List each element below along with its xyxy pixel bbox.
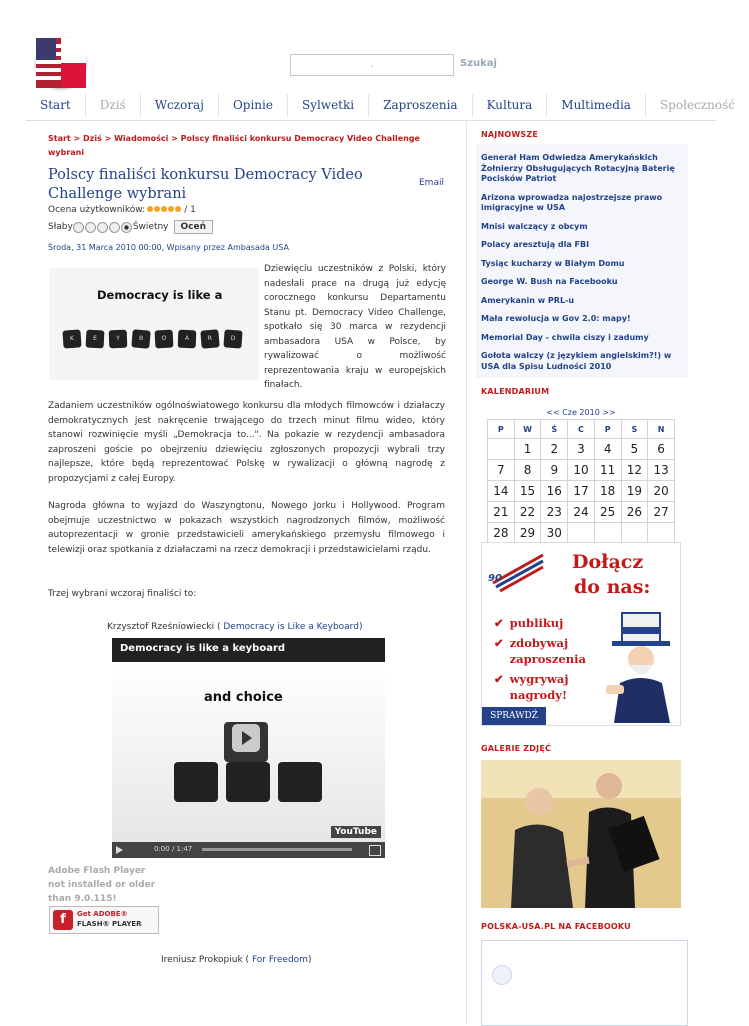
nav-wczoraj[interactable]: Wczoraj (141, 94, 219, 116)
vote-low-label: Słaby (48, 222, 73, 232)
fullscreen-icon[interactable] (369, 845, 381, 856)
calendar-day[interactable]: 28 (488, 523, 515, 544)
rating-label: Ocena użytkowników: (48, 205, 146, 215)
key-icon: O (155, 330, 174, 349)
news-item[interactable]: Gołota walczy (z językiem angielskim?!) w USA dla Spisu Ludności 2010 (481, 351, 672, 371)
news-list (476, 144, 688, 378)
check-icon: ✔ (494, 616, 504, 630)
calendar-day[interactable]: 12 (621, 460, 648, 481)
check-icon: ✔ (494, 636, 504, 650)
calendar-day[interactable]: 3 (568, 439, 595, 460)
search-input[interactable]: . (290, 54, 454, 76)
news-item[interactable]: Tysiąc kucharzy w Białym Domu (481, 258, 625, 268)
handshake-photo-icon (481, 760, 681, 908)
calendar-day[interactable] (568, 523, 595, 544)
vote-form (48, 220, 213, 234)
calendar-day[interactable]: 19 (621, 481, 648, 502)
calendar-day[interactable] (594, 523, 621, 544)
promo-title-2: do nas: (574, 576, 651, 598)
weekday: C (568, 420, 595, 439)
vote-radio-5[interactable] (121, 222, 132, 233)
play-icon[interactable] (116, 846, 123, 854)
calendar-day[interactable]: 21 (488, 502, 515, 523)
finalist-1-link[interactable]: Democracy is Like a Keyboard (223, 622, 359, 632)
nav-kultura[interactable]: Kultura (473, 94, 548, 116)
page-title: Polscy finaliści konkursu Democracy Video Challenge wybrani (48, 167, 363, 202)
calendar-month-nav[interactable]: << Cze 2010 >> (546, 407, 616, 417)
calendar-day[interactable]: 29 (514, 523, 541, 544)
rating-stars-icon (147, 205, 182, 215)
calendar-day[interactable]: 8 (514, 460, 541, 481)
vote-radio-2[interactable] (85, 222, 96, 233)
calendar-day[interactable]: 1 (514, 439, 541, 460)
news-item[interactable]: Polacy aresztują dla FBI (481, 240, 590, 249)
article-date: Środa, 31 Marca 2010 00:00, Wpisany przez Ambasada USA (48, 243, 289, 252)
video-progress-bar[interactable] (202, 848, 352, 851)
video-controls (112, 842, 385, 858)
calendar-day[interactable] (488, 439, 515, 460)
finalist-1-name: Krzysztof Rześniowiecki ( (107, 622, 221, 632)
promo-item: ✔ publikuj (494, 616, 564, 630)
vote-radio-3[interactable] (97, 222, 108, 233)
gallery-heading: GALERIE ZDJĘĆ (481, 744, 552, 753)
nav-spolecznosc[interactable]: Społeczność (659, 98, 735, 112)
calendar-day[interactable]: 10 (568, 460, 595, 481)
finalist-1-caption (107, 622, 362, 632)
weekday: W (514, 420, 541, 439)
news-item[interactable]: Mała rewolucja w Gov 2.0: mapy! (481, 314, 631, 323)
calendar-day[interactable]: 6 (648, 439, 675, 460)
vote-high-label: Świetny (132, 222, 169, 232)
search-button[interactable]: Szukaj (460, 58, 497, 69)
flash-button-bottom: FLASH® PLAYER (77, 920, 142, 928)
news-item[interactable]: Generał Ham Odwiedza Amerykańskich Żołnierzy Obsługujących Rotacyjną Baterię Pocisków Patriot (481, 153, 675, 183)
key-icon: E (86, 330, 105, 349)
calendar-day[interactable]: 15 (514, 481, 541, 502)
weekday: N (648, 420, 675, 439)
calendar-day[interactable]: 27 (648, 502, 675, 523)
join-us-banner[interactable] (481, 542, 681, 726)
promo-title-1: Dołącz (572, 551, 644, 573)
facebook-avatar-icon (492, 965, 512, 985)
keyboard-keys (63, 330, 242, 348)
video-play-icon[interactable] (232, 724, 260, 752)
key-icon: R (200, 329, 220, 349)
facebook-heading: POLSKA-USA.PL NA FACEBOOKU (481, 922, 631, 931)
vote-radio-1[interactable] (73, 222, 84, 233)
nav-sylwetki[interactable]: Sylwetki (288, 94, 369, 116)
rating-value: / 1 (184, 205, 196, 215)
video-player[interactable] (112, 638, 385, 858)
weekday: P (594, 420, 621, 439)
hero-image-text: Democracy is like a (97, 288, 223, 302)
calendar-day[interactable]: 9 (541, 460, 568, 481)
promo-list (494, 615, 610, 703)
finalist-2-caption (161, 955, 311, 965)
calendar-day[interactable]: 13 (648, 460, 675, 481)
calendar-heading: KALENDARIUM (481, 387, 550, 396)
key-icon: Y (109, 330, 128, 349)
gallery-photo[interactable] (481, 760, 681, 908)
key-icon: A (178, 330, 197, 349)
promo-item: ✔ zdobywaj zaproszenia (494, 636, 586, 666)
site-logo[interactable] (36, 38, 86, 88)
video-frame (112, 662, 385, 842)
promo-item: ✔ wygrywaj nagrody! (494, 672, 569, 702)
key-icon: B (131, 329, 151, 349)
calendar-day[interactable]: 26 (621, 502, 648, 523)
calendar-day[interactable]: 16 (541, 481, 568, 502)
check-icon: ✔ (494, 672, 504, 686)
article-image (49, 268, 259, 380)
key-icon: K (62, 329, 81, 348)
calendar-day[interactable]: 25 (594, 502, 621, 523)
news-item[interactable]: Memorial Day - chwila ciszy i zadumy (481, 332, 649, 342)
flag-logo-icon (36, 38, 86, 88)
video-caption: and choice (204, 690, 283, 705)
nav-dzis[interactable]: Dziś (86, 94, 141, 116)
flash-button-top: Get ADOBE® (77, 910, 128, 918)
vote-radio-4[interactable] (109, 222, 120, 233)
article-paragraph-3: Trzej wybrani wczoraj finaliści to: (48, 589, 197, 599)
main-nav (26, 94, 735, 121)
news-item[interactable]: George W. Bush na Facebooku (481, 277, 618, 286)
video-key-icon (226, 762, 270, 802)
finalist-1-close: ) (358, 622, 363, 632)
calendar-day[interactable]: 4 (594, 439, 621, 460)
calendar-day[interactable]: 11 (594, 460, 621, 481)
user-rating (48, 205, 196, 215)
calendar-day[interactable]: 18 (594, 481, 621, 502)
calendar-day[interactable]: 20 (648, 481, 675, 502)
calendar-day[interactable]: 2 (541, 439, 568, 460)
finalist-2-close: ) (307, 955, 312, 965)
nav-start[interactable]: Start (26, 94, 86, 116)
calendar-day[interactable]: 24 (568, 502, 595, 523)
promo-number: 90 (488, 573, 502, 584)
vote-submit-button[interactable]: Oceń (174, 220, 214, 234)
key-icon: D (223, 329, 242, 348)
video-key-icon (278, 762, 322, 802)
news-heading: NAJNOWSZE (481, 130, 539, 139)
nav-opinie[interactable]: Opinie (219, 94, 288, 116)
video-title: Democracy is like a keyboard (120, 643, 286, 654)
facebook-widget[interactable] (481, 940, 688, 1026)
breadcrumb[interactable]: Start > Dziś > Wiadomości > Polscy finaliści konkursu Democracy Video Challenge wybrani (48, 134, 420, 157)
news-item[interactable]: Mnisi walczący z obcym (481, 221, 588, 231)
calendar-day[interactable]: 5 (621, 439, 648, 460)
email-link[interactable]: Email (419, 178, 444, 188)
video-time: 0:00 / 1:47 (154, 845, 193, 853)
calendar-day[interactable]: 17 (568, 481, 595, 502)
calendar-day[interactable]: 22 (514, 502, 541, 523)
nav-zaproszenia[interactable]: Zaproszenia (369, 94, 472, 116)
uncle-sam-icon (606, 613, 678, 723)
video-key-icon (174, 762, 218, 802)
weekday: P (488, 420, 515, 439)
calendar-day[interactable] (621, 523, 648, 544)
calendar-day[interactable]: 14 (488, 481, 515, 502)
calendar (487, 405, 675, 544)
news-item[interactable]: Amerykanin w PRL-u (481, 295, 575, 305)
calendar-day[interactable]: 30 (541, 523, 568, 544)
article-paragraph-2: Nagroda główna to wyjazd do Waszyngtonu, Nowego Jorku i Hollywood. Program obejmuje uczestnictwo w pokazach wszystkich nagrodzonych filmów, możliwość autoprezentacji w gronie przedstawicieli amerykańskiego przemysłu filmowego i telewizji oraz spotkania z działaczami na rzecz demokracji i przedstawicielami rządu. (48, 501, 445, 555)
news-item[interactable]: Arizona wprowadza najostrzejsze prawo imigracyjne w USA (481, 192, 663, 212)
calendar-day[interactable]: 7 (488, 460, 515, 481)
flash-warning: Adobe Flash Player not installed or older than 9.0.115! (48, 866, 156, 904)
article-intro: Dziewięciu uczestników z Polski, który nadesłali prace na drugą już edycję corocznego konkursu Departamentu Stanu pt. Democracy Video Challenge, spotkało się 30 marca w rezydencji ambasadora USA w Polsce, by rywalizować o możliwość reprezentowania kraju w europejskich finałach. (264, 264, 446, 390)
article-paragraph-1: Zadaniem uczestników ogólnoświatowego konkursu dla młodych filmowców i działaczy demokratycznych jest nakręcenie trwającego do trzech minut filmu wideo, który stanowi rozwinięcie myśli „Demokracja to...". Na pokazie w rezydencji ambasadora zaproszeni goście po obejrzeniu dziewięciu zgłoszonych propozycji wybrali trzy najlepsze, które będą reprezentować Polskę w rywalizacji o główną nagrodę z propozycjami z całej Europy. (48, 401, 445, 484)
weekday: S (621, 420, 648, 439)
get-flash-button[interactable] (49, 906, 159, 934)
youtube-logo[interactable]: YouTube (331, 826, 381, 838)
finalist-2-link[interactable]: For Freedom (251, 955, 308, 965)
calendar-day[interactable] (648, 523, 675, 544)
weekday: Ś (541, 420, 568, 439)
promo-check-button[interactable]: SPRAWDŹ (482, 707, 546, 725)
finalist-2-name: Ireniusz Prokopiuk ( (161, 955, 250, 965)
calendar-day[interactable]: 23 (541, 502, 568, 523)
nav-multimedia[interactable]: Multimedia (547, 94, 646, 116)
video-title-bar (112, 638, 385, 662)
flash-icon: f (53, 910, 73, 930)
